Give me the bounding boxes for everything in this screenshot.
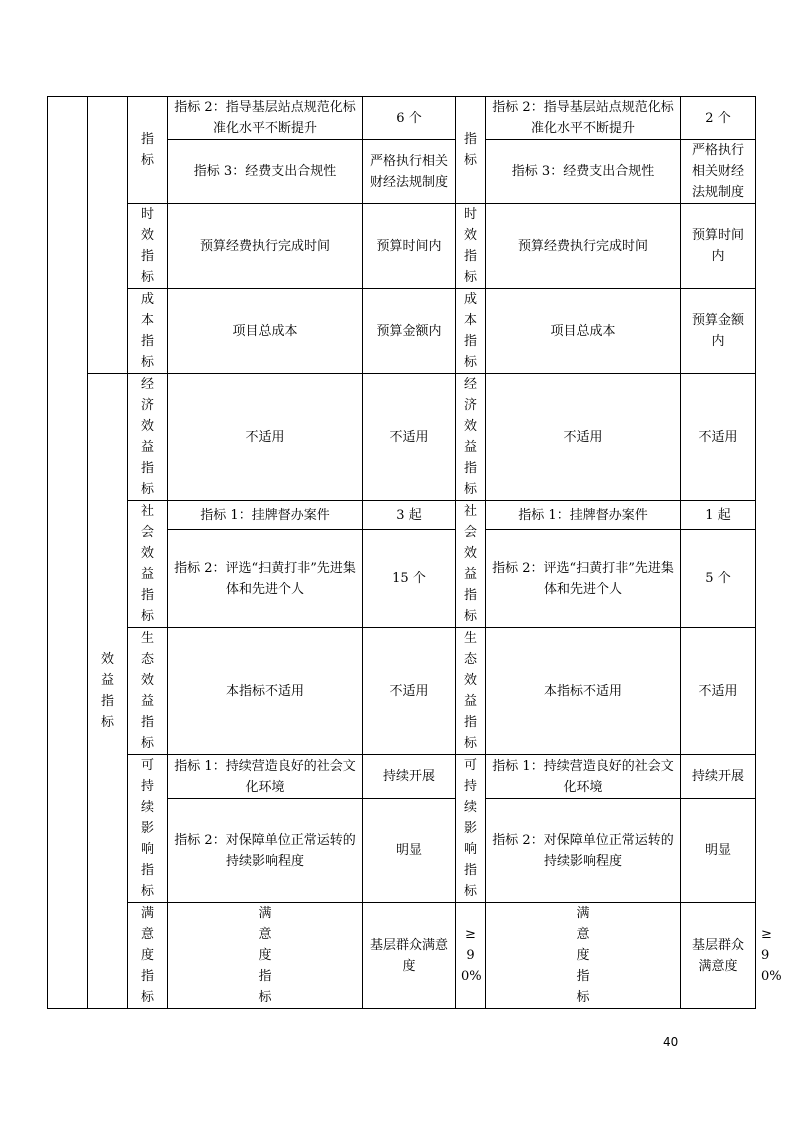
indicator-cell: 指标 2：评选“扫黄打非”先进集体和先进个人 [168, 530, 363, 628]
target-value-cell: 不适用 [363, 374, 456, 501]
indicator-cell-2: 指标 2：对保障单位正常运转的持续影响程度 [486, 799, 681, 903]
indicator-cell-2: 基层群众满意度 [681, 903, 756, 1009]
target-value-cell: 严格执行相关财经法规制度 [363, 140, 456, 204]
third-level-cell-2: 时效指标 [456, 204, 486, 289]
third-level-cell: 生态效益指标 [128, 628, 168, 755]
target-value-cell: 不适用 [363, 628, 456, 755]
indicator-cell: 基层群众满意度 [363, 903, 456, 1009]
target-value-cell: 3 起 [363, 501, 456, 530]
third-level-cell: 指标 [128, 97, 168, 204]
performance-indicator-table [47, 96, 782, 1009]
third-level-cell: 时效指标 [128, 204, 168, 289]
indicator-cell-2: 指标 2：评选“扫黄打非”先进集体和先进个人 [486, 530, 681, 628]
page-number: 40 [663, 1035, 679, 1049]
third-level-cell: 社会效益指标 [128, 501, 168, 628]
indicator-cell: 指标 2：指导基层站点规范化标准化水平不断提升 [168, 97, 363, 140]
third-level-cell-2: 社会效益指标 [456, 501, 486, 628]
target-value-cell-2: 预算时间内 [681, 204, 756, 289]
target-value-cell: 明显 [363, 799, 456, 903]
target-value-cell-2: 2 个 [681, 97, 756, 140]
third-level-cell-2: 指标 [456, 97, 486, 204]
indicator-cell-2: 本指标不适用 [486, 628, 681, 755]
target-value-cell-2: 持续开展 [681, 755, 756, 799]
indicator-cell: 指标 3：经费支出合规性 [168, 140, 363, 204]
second-level-benefit-cell: 效益指标 [88, 374, 128, 1009]
third-level-cell: 可持续影响指标 [128, 755, 168, 903]
target-value-cell-2: 5 个 [681, 530, 756, 628]
target-value-cell: 6 个 [363, 97, 456, 140]
third-level-cell-2: 成本指标 [456, 289, 486, 374]
indicator-cell-2: 预算经费执行完成时间 [486, 204, 681, 289]
third-level-cell: 经济效益指标 [128, 374, 168, 501]
target-value-cell-2: 不适用 [681, 628, 756, 755]
target-value-cell-2: 预算金额内 [681, 289, 756, 374]
indicator-cell-2: 指标 1：持续营造良好的社会文化环境 [486, 755, 681, 799]
table-row [48, 289, 756, 374]
indicator-cell-2: 指标 2：指导基层站点规范化标准化水平不断提升 [486, 97, 681, 140]
first-level-indicator-cell [48, 97, 88, 1009]
indicator-cell-2: 指标 1：挂牌督办案件 [486, 501, 681, 530]
indicator-cell: 项目总成本 [168, 289, 363, 374]
third-level-cell-2: 经济效益指标 [456, 374, 486, 501]
indicator-cell-2: 项目总成本 [486, 289, 681, 374]
indicator-cell: 不适用 [168, 374, 363, 501]
table-row [48, 628, 756, 755]
third-level-cell-2: 生态效益指标 [456, 628, 486, 755]
table-row [48, 501, 756, 530]
table-row [48, 97, 756, 140]
indicator-cell: 本指标不适用 [168, 628, 363, 755]
indicator-cell-2: 不适用 [486, 374, 681, 501]
third-level-cell-2: 满意度指标 [486, 903, 681, 1009]
third-level-cell: 满意度指标 [168, 903, 363, 1009]
table-row [48, 755, 756, 799]
target-value-cell: 预算时间内 [363, 204, 456, 289]
table-row [48, 204, 756, 289]
target-value-cell: 15 个 [363, 530, 456, 628]
table-row: 满意度指标 满意度指标 基层群众满意度 ≥90% 满意度指标 基层群众满意度 ≥90% [48, 903, 756, 1009]
third-level-cell-2: 可持续影响指标 [456, 755, 486, 903]
target-value-cell-2: 明显 [681, 799, 756, 903]
target-value-cell: 持续开展 [363, 755, 456, 799]
table-row [48, 374, 756, 501]
target-value-cell: 预算金额内 [363, 289, 456, 374]
third-level-cell: 成本指标 [128, 289, 168, 374]
target-value-cell-2: 严格执行相关财经法规制度 [681, 140, 756, 204]
indicator-cell: 预算经费执行完成时间 [168, 204, 363, 289]
indicator-cell: 指标 1：挂牌督办案件 [168, 501, 363, 530]
second-level-satisfaction-cell: 满意度指标 [128, 903, 168, 1009]
indicator-cell: 指标 2：对保障单位正常运转的持续影响程度 [168, 799, 363, 903]
target-value-cell-2: 不适用 [681, 374, 756, 501]
second-level-output-cell [88, 97, 128, 374]
target-value-cell-2: 1 起 [681, 501, 756, 530]
indicator-cell: 指标 1：持续营造良好的社会文化环境 [168, 755, 363, 799]
target-value-cell: ≥90% [456, 903, 486, 1009]
indicator-cell-2: 指标 3：经费支出合规性 [486, 140, 681, 204]
